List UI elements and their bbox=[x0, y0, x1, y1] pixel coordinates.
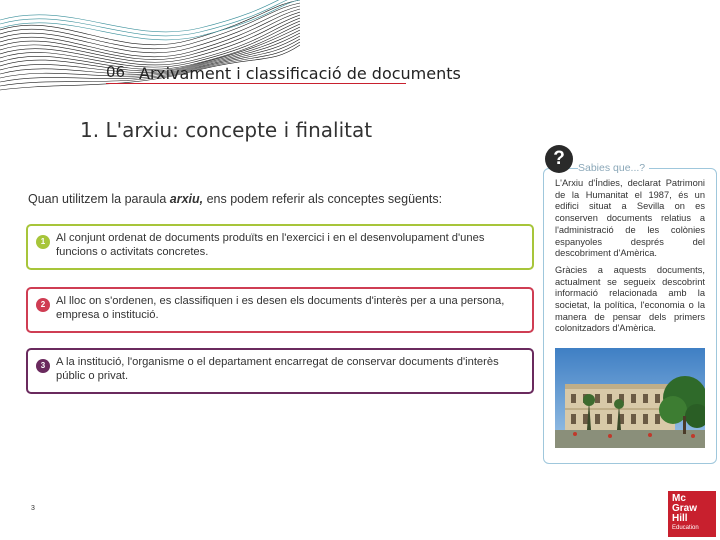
concept-text: Al lloc on s'ordenen, es classifiquen i es desen els documents d'interès per a una persona, empresa o institució. bbox=[56, 295, 505, 321]
sidebar-heading: Sabies que...? bbox=[578, 162, 649, 174]
logo-line-2: Graw bbox=[672, 503, 698, 514]
sidebar-paragraph-2: Gràcies a aquests documents, actualment se segueix descobrint informació relacionada amb la societat, la política, l'economia o la manera de pensar dels primers colonitzadors d'Amèrica. bbox=[555, 264, 705, 334]
concept-box-2 bbox=[26, 287, 534, 333]
concept-text: Al conjunt ordenat de documents produïts en l'exercici i en el desenvolupament d'unes funcions o activitats concretes. bbox=[56, 232, 485, 258]
intro-emphasis: arxiu, bbox=[169, 192, 204, 206]
concept-box-1 bbox=[26, 224, 534, 270]
concept-box-3 bbox=[26, 348, 534, 394]
concept-number-badge: 2 bbox=[36, 298, 50, 312]
chapter-title: Arxivament i classificació de documents bbox=[139, 64, 461, 83]
header-rule bbox=[106, 83, 406, 84]
intro-before: Quan utilitzem la paraula bbox=[28, 192, 170, 206]
archive-building-photo bbox=[555, 348, 705, 448]
page-number: 3 bbox=[31, 505, 35, 512]
concept-text: A la institució, l'organisme o el departament encarregat de conservar documents d'interès públic o privat. bbox=[56, 356, 499, 382]
mcgraw-hill-logo bbox=[668, 491, 716, 537]
intro-after: ens podem referir als conceptes següents: bbox=[203, 192, 443, 206]
concept-number-badge: 1 bbox=[36, 235, 50, 249]
sidebar-text bbox=[555, 178, 705, 340]
logo-line-3: Hill bbox=[672, 513, 688, 524]
intro-text bbox=[28, 192, 442, 206]
question-mark-icon: ? bbox=[545, 145, 573, 173]
section-title: 1. L'arxiu: concepte i finalitat bbox=[80, 118, 373, 142]
chapter-number: 06 bbox=[106, 63, 126, 81]
concept-number-badge: 3 bbox=[36, 359, 50, 373]
logo-line-4: Education bbox=[672, 525, 699, 531]
sidebar-paragraph-1: L'Arxiu d'Índies, declarat Patrimoni de la Humanitat el 1987, és un edifici situat a Sevilla on es conserven documents relatius a l'administració de les colònies espanyoles després del descobriment d'Amèrica. bbox=[555, 178, 705, 259]
logo-line-1: Mc bbox=[672, 493, 686, 504]
